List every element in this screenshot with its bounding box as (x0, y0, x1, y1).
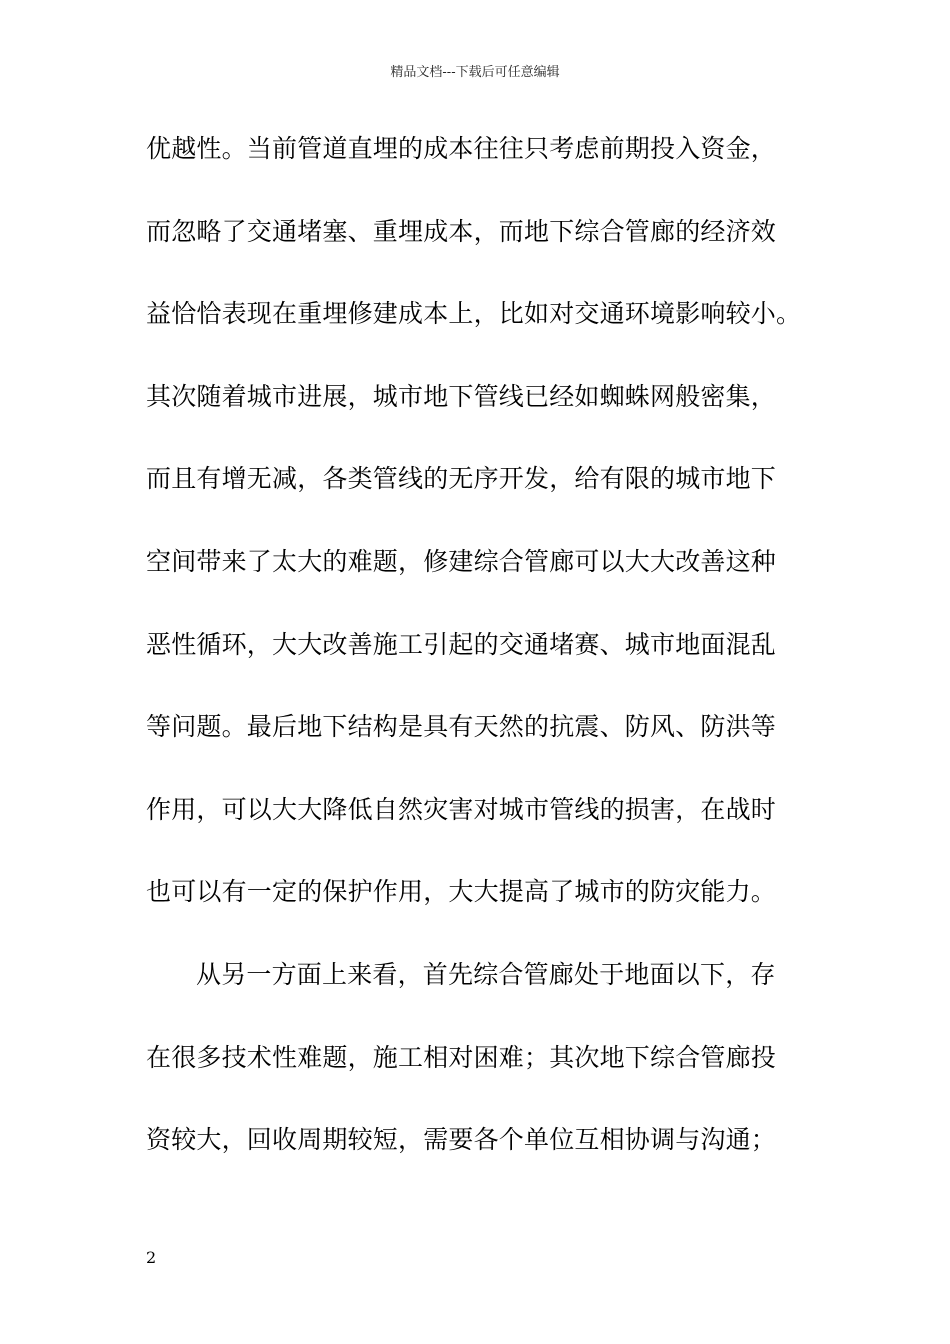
text-line: 也可以有一定的保护作用，大大提高了城市的防灾能力。 (146, 877, 777, 907)
text-line: 在很多技术性难题，施工相对困难；其次地下综合管廊投 (146, 1042, 777, 1072)
text-line: 资较大，回收周期较短，需要各个单位互相协调与沟通； (146, 1125, 777, 1155)
document-body (146, 128, 806, 1202)
text-line: 其次随着城市进展，城市地下管线已经如蜘蛛网般密集， (146, 381, 777, 411)
page-header: 精品文档---下载后可任意编辑 (390, 65, 560, 80)
text-line: 而且有增无减，各类管线的无序开发，给有限的城市地下 (146, 464, 777, 494)
text-line: 而忽略了交通堵塞、重埋成本，而地下综合管廊的经济效 (146, 216, 777, 246)
text-line: 优越性。当前管道直埋的成本往往只考虑前期投入资金， (146, 134, 777, 163)
page-number: 2 (146, 1248, 157, 1267)
text-line: 益恰恰表现在重埋修建成本上，比如对交通环境影响较小。 (146, 299, 802, 329)
text-line: 作用，可以大大降低自然灾害对城市管线的损害，在战时 (146, 794, 777, 824)
text-line: 等问题。最后地下结构是具有天然的抗震、防风、防洪等 (146, 712, 777, 742)
text-line: 空间带来了太大的难题，修建综合管廊可以大大改善这种 (146, 546, 777, 576)
paragraph-first-line: 从另一方面上来看，首先综合管廊处于地面以下，存 (196, 959, 776, 989)
text-line: 恶性循环，大大改善施工引起的交通堵赛、城市地面混乱 (146, 629, 777, 659)
